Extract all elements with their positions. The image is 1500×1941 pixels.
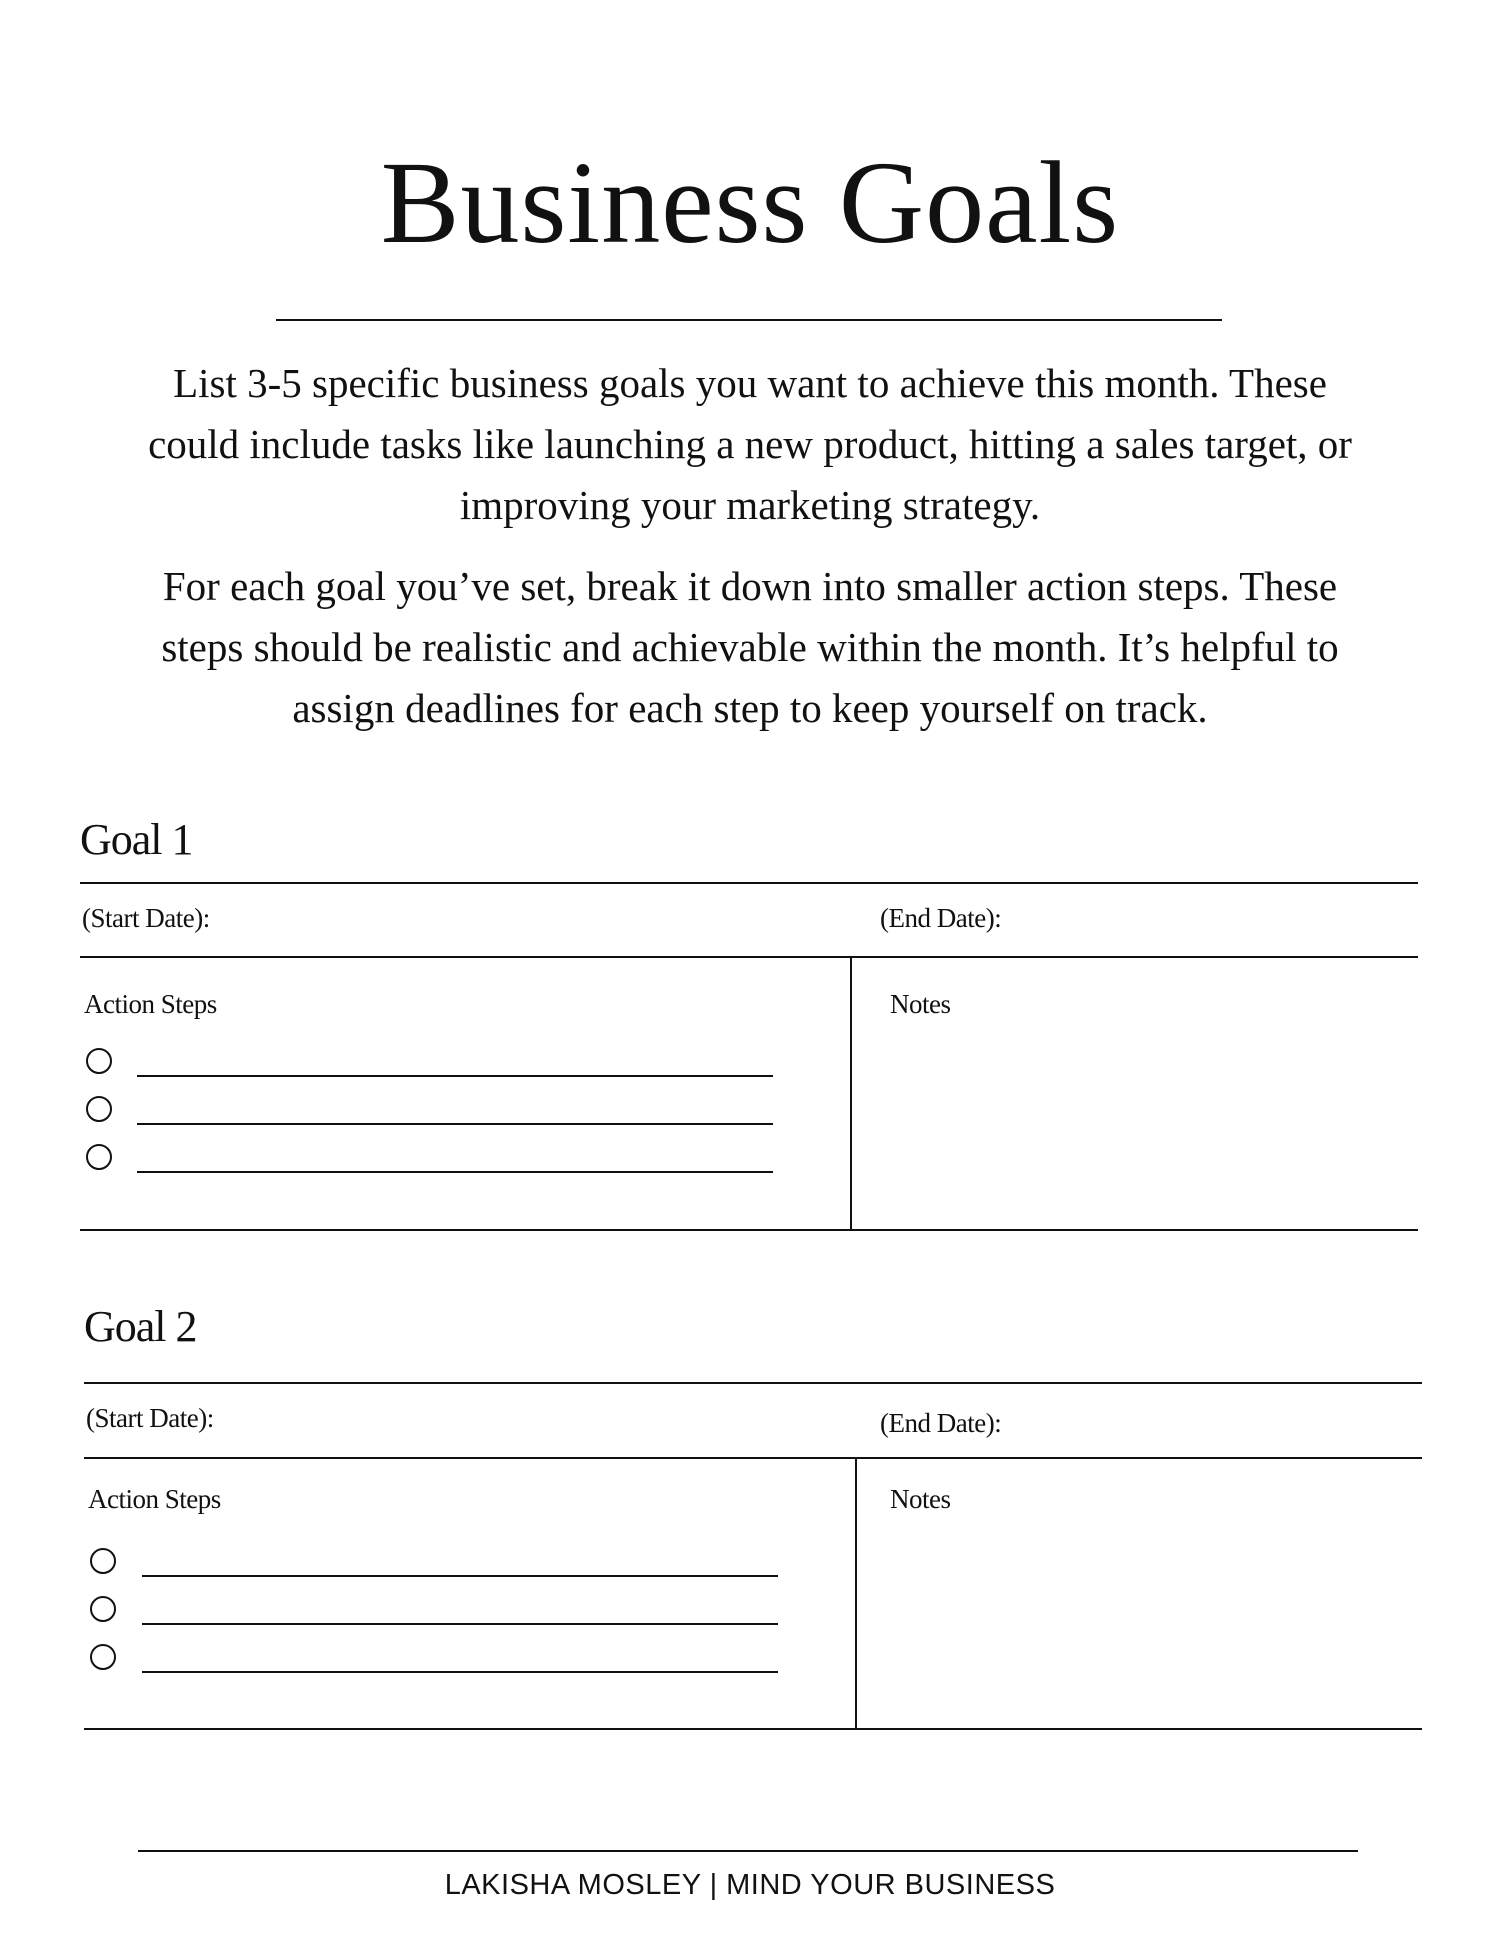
goal-top-line	[84, 1382, 1422, 1384]
goal-top-line	[80, 882, 1418, 884]
action-step-line[interactable]	[142, 1575, 778, 1577]
notes-label: Notes	[890, 1484, 951, 1514]
column-divider	[855, 1457, 857, 1729]
action-step-line[interactable]	[137, 1171, 773, 1173]
action-step-checkbox[interactable]	[86, 1096, 112, 1122]
goal-title: Goal 2	[84, 1302, 197, 1351]
action-step-checkbox[interactable]	[86, 1144, 112, 1170]
footer-divider	[138, 1850, 1358, 1852]
start-date-field[interactable]: (Start Date):	[82, 903, 210, 933]
goal-title: Goal 1	[80, 815, 193, 864]
goal-bottom-line	[84, 1728, 1422, 1730]
action-step-line[interactable]	[142, 1671, 778, 1673]
end-date-field[interactable]: (End Date):	[880, 1408, 1002, 1438]
date-row-line	[84, 1457, 1422, 1459]
action-step-checkbox[interactable]	[90, 1644, 116, 1670]
action-steps-label: Action Steps	[88, 1484, 221, 1514]
notes-label: Notes	[890, 989, 951, 1019]
goal-bottom-line	[80, 1229, 1418, 1231]
end-date-field[interactable]: (End Date):	[880, 903, 1002, 933]
intro-paragraph-2: For each goal you’ve set, break it down into smaller action steps. These steps should be realistic and achievable within the month. It’s helpful to assign deadlines for each step to keep yourself on track.	[161, 563, 1339, 731]
column-divider	[850, 956, 852, 1229]
action-step-line[interactable]	[137, 1075, 773, 1077]
title-divider	[276, 319, 1222, 321]
intro-paragraph-1: List 3-5 specific business goals you want to achieve this month. These could include tasks like launching a new product, hitting a sales target, or improving your marketing strategy.	[148, 360, 1352, 528]
start-date-field[interactable]: (Start Date):	[86, 1403, 214, 1433]
action-step-checkbox[interactable]	[86, 1048, 112, 1074]
action-step-checkbox[interactable]	[90, 1548, 116, 1574]
action-step-checkbox[interactable]	[90, 1596, 116, 1622]
footer-text: LAKISHA MOSLEY | MIND YOUR BUSINESS	[444, 1869, 1056, 1901]
action-steps-label: Action Steps	[84, 989, 217, 1019]
action-step-line[interactable]	[142, 1623, 778, 1625]
date-row-line	[80, 956, 1418, 958]
action-step-line[interactable]	[137, 1123, 773, 1125]
page-title: Business Goals	[380, 137, 1120, 268]
